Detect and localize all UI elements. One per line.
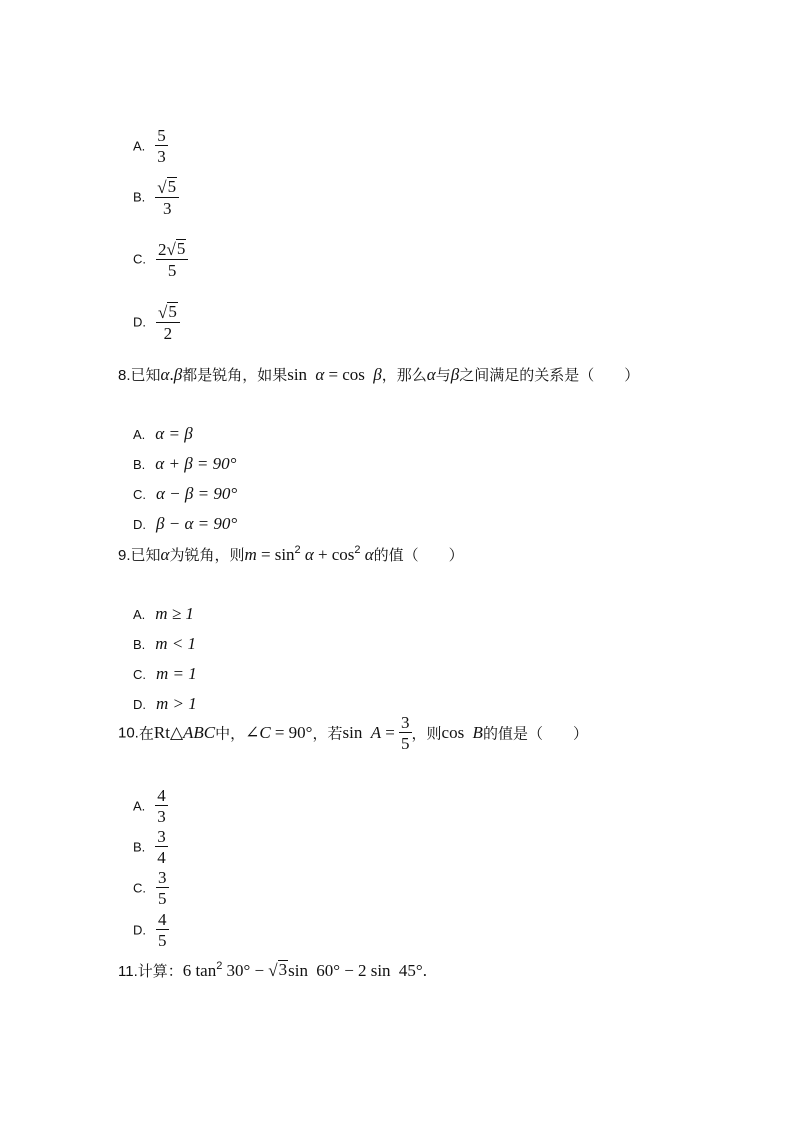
fraction: $\frac{4}{5}$ bbox=[158, 910, 167, 950]
q10-stem: 10.在Rt△ABC中，∠C = 90°，若sin A = $\frac{3}{5}$ ，则cos B的值是（ ） bbox=[118, 713, 588, 753]
q7-option-a[interactable] bbox=[133, 127, 168, 165]
q11-stem: 11.计算：6 $\tan^2 30^\circ$ − √ 3 sin 60° − 2 sin 45°. bbox=[118, 960, 427, 980]
q9-option-a[interactable]: A. m ≥ 1 bbox=[133, 604, 194, 623]
sqrt: √ 3 bbox=[268, 960, 288, 980]
fraction bbox=[156, 302, 180, 342]
q9-option-c[interactable]: C. m = 1 bbox=[133, 664, 197, 683]
q7-option-b[interactable] bbox=[133, 177, 179, 217]
q10-option-b[interactable]: B. $\frac{3}{4}$ bbox=[133, 827, 166, 867]
option-label: D. bbox=[133, 314, 146, 330]
q7-option-d[interactable] bbox=[133, 302, 180, 342]
q9-option-d[interactable]: D. m > 1 bbox=[133, 694, 197, 713]
q10-option-c[interactable]: C. $\frac{3}{5}$ bbox=[133, 868, 167, 908]
option-label: C. bbox=[133, 251, 146, 267]
fraction bbox=[156, 239, 188, 279]
denominator: 3 bbox=[157, 147, 166, 166]
numerator bbox=[156, 302, 180, 323]
q10-option-a[interactable]: A. $\frac{4}{3}$ bbox=[133, 786, 166, 826]
q7-option-c[interactable] bbox=[133, 239, 188, 279]
sqrt: √ 5 bbox=[158, 302, 177, 322]
fraction: $\frac{3}{5}$ bbox=[401, 713, 410, 753]
q9-option-b[interactable]: B. m < 1 bbox=[133, 634, 197, 653]
numerator: 5 bbox=[157, 126, 166, 145]
q8-option-a[interactable]: A. α = β bbox=[133, 424, 193, 443]
q8-stem: 8.已知α.β都是锐角，如果sin α = cos β，那么α与β之间满足的关系是（ ） bbox=[118, 365, 640, 384]
option-label: B. bbox=[133, 189, 146, 205]
denominator: 5 bbox=[167, 260, 177, 280]
numerator: 2 √ 5 bbox=[156, 239, 188, 260]
fraction: $\frac{3}{4}$ bbox=[157, 827, 166, 867]
fraction: $\frac{4}{3}$ bbox=[157, 786, 166, 826]
q9-stem: 9.已知α为锐角，则$m = \sin^2 \alpha + \cos^2 \alpha$的值（ ） bbox=[118, 544, 464, 564]
option-label: A. bbox=[133, 138, 146, 154]
q10-option-d[interactable]: D. $\frac{4}{5}$ bbox=[133, 910, 167, 950]
denominator: 2 bbox=[163, 323, 173, 343]
denominator: 3 bbox=[162, 198, 172, 218]
sqrt: √ 5 bbox=[157, 177, 177, 197]
sqrt: √ 5 bbox=[166, 239, 186, 259]
q8-option-b[interactable]: B. α + β = 90° bbox=[133, 454, 237, 473]
fraction: $\frac{3}{5}$ bbox=[158, 868, 167, 908]
fraction bbox=[155, 177, 179, 217]
q8-option-d[interactable]: D. β − α = 90° bbox=[133, 514, 238, 533]
numerator bbox=[155, 177, 179, 198]
fraction bbox=[155, 127, 168, 165]
q8-option-c[interactable]: C. α − β = 90° bbox=[133, 484, 238, 503]
